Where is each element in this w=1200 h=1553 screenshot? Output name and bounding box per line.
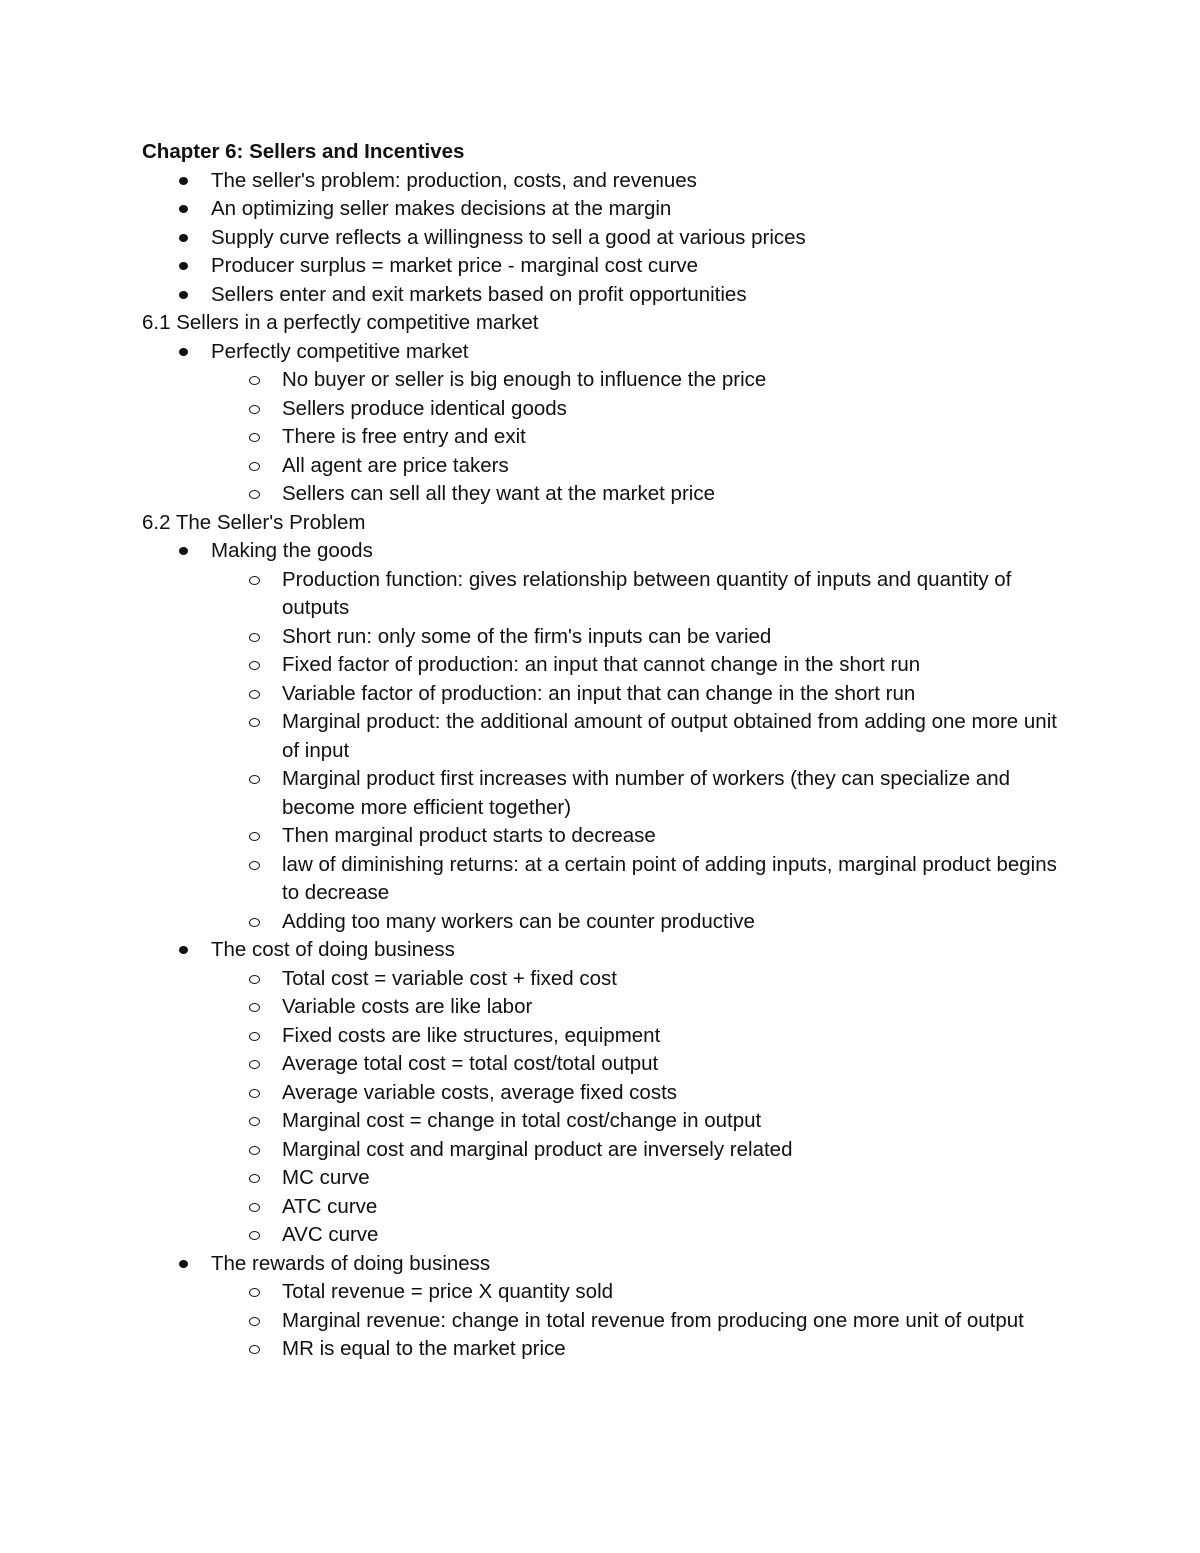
hollow-bullet-icon xyxy=(249,405,260,414)
hollow-bullet-icon xyxy=(249,832,260,841)
sub-bullet-item: ATC curve xyxy=(142,1193,1060,1222)
hollow-bullet-icon xyxy=(249,1203,260,1212)
hollow-bullet-icon xyxy=(249,690,260,699)
sub-bullet-item: Adding too many workers can be counter productive xyxy=(142,908,1060,937)
bullet-item: An optimizing seller makes decisions at the margin xyxy=(142,195,1060,224)
sub-bullet-item: Sellers can sell all they want at the market price xyxy=(142,480,1060,509)
hollow-bullet-icon xyxy=(249,1317,260,1326)
filled-bullet-icon xyxy=(179,1260,188,1268)
hollow-bullet-icon xyxy=(249,462,260,471)
sub-bullet-item: MR is equal to the market price xyxy=(142,1335,1060,1364)
sub-bullet-item: law of diminishing returns: at a certain point of adding inputs, marginal product begins to decrease xyxy=(142,851,1060,908)
sub-bullet-item: There is free entry and exit xyxy=(142,423,1060,452)
sub-bullet-item: Then marginal product starts to decrease xyxy=(142,822,1060,851)
sub-bullet-item: All agent are price takers xyxy=(142,452,1060,481)
sub-bullet-item: Marginal product first increases with number of workers (they can specialize and become more efficient together) xyxy=(142,765,1060,822)
bullet-item: The rewards of doing business xyxy=(142,1250,1060,1279)
sub-bullet-item: No buyer or seller is big enough to influence the price xyxy=(142,366,1060,395)
sub-bullet-item: Variable costs are like labor xyxy=(142,993,1060,1022)
filled-bullet-icon xyxy=(179,946,188,954)
hollow-bullet-icon xyxy=(249,1345,260,1354)
sub-bullet-item: Marginal revenue: change in total revenue from producing one more unit of output xyxy=(142,1307,1060,1336)
sub-bullet-item: AVC curve xyxy=(142,1221,1060,1250)
hollow-bullet-icon xyxy=(249,1174,260,1183)
chapter-title: Chapter 6: Sellers and Incentives xyxy=(142,140,465,163)
bullet-item: Supply curve reflects a willingness to sell a good at various prices xyxy=(142,224,1060,253)
filled-bullet-icon xyxy=(179,348,188,356)
hollow-bullet-icon xyxy=(249,433,260,442)
bullet-item: Producer surplus = market price - marginal cost curve xyxy=(142,252,1060,281)
section-heading: 6.1 Sellers in a perfectly competitive market xyxy=(142,311,539,334)
hollow-bullet-icon xyxy=(249,1003,260,1012)
bullet-item: Sellers enter and exit markets based on profit opportunities xyxy=(142,281,1060,310)
hollow-bullet-icon xyxy=(249,918,260,927)
hollow-bullet-icon xyxy=(249,376,260,385)
hollow-bullet-icon xyxy=(249,1231,260,1240)
hollow-bullet-icon xyxy=(249,490,260,499)
sub-bullet-item: Average total cost = total cost/total output xyxy=(142,1050,1060,1079)
hollow-bullet-icon xyxy=(249,661,260,670)
hollow-bullet-icon xyxy=(249,1032,260,1041)
hollow-bullet-icon xyxy=(249,1060,260,1069)
hollow-bullet-icon xyxy=(249,633,260,642)
sub-bullet-item: Fixed costs are like structures, equipment xyxy=(142,1022,1060,1051)
hollow-bullet-icon xyxy=(249,1288,260,1297)
filled-bullet-icon xyxy=(179,547,188,555)
sub-bullet-item: Variable factor of production: an input that can change in the short run xyxy=(142,680,1060,709)
filled-bullet-icon xyxy=(179,177,188,185)
sub-bullet-item: Sellers produce identical goods xyxy=(142,395,1060,424)
section-heading: 6.2 The Seller's Problem xyxy=(142,510,366,534)
bullet-item: The seller's problem: production, costs, and revenues xyxy=(142,167,1060,196)
sub-bullet-item: Marginal product: the additional amount of output obtained from adding one more unit of input xyxy=(142,708,1060,765)
hollow-bullet-icon xyxy=(249,861,260,870)
sub-bullet-item: Marginal cost = change in total cost/change in output xyxy=(142,1107,1060,1136)
filled-bullet-icon xyxy=(179,234,188,242)
filled-bullet-icon xyxy=(179,291,188,299)
bullet-item: Making the goods xyxy=(142,537,1060,566)
hollow-bullet-icon xyxy=(249,718,260,727)
sub-bullet-item: MC curve xyxy=(142,1164,1060,1193)
hollow-bullet-icon xyxy=(249,576,260,585)
sub-bullet-item: Marginal cost and marginal product are inversely related xyxy=(142,1136,1060,1165)
sub-bullet-item: Fixed factor of production: an input that cannot change in the short run xyxy=(142,651,1060,680)
hollow-bullet-icon xyxy=(249,1117,260,1126)
hollow-bullet-icon xyxy=(249,975,260,984)
sub-bullet-item: Average variable costs, average fixed costs xyxy=(142,1079,1060,1108)
sub-bullet-item: Production function: gives relationship between quantity of inputs and quantity of outputs xyxy=(142,566,1060,623)
sub-bullet-item: Short run: only some of the firm's inputs can be varied xyxy=(142,623,1060,652)
hollow-bullet-icon xyxy=(249,1146,260,1155)
sub-bullet-item: Total revenue = price X quantity sold xyxy=(142,1278,1060,1307)
bullet-item: Perfectly competitive market xyxy=(142,338,1060,367)
bullet-item: The cost of doing business xyxy=(142,936,1060,965)
sub-bullet-item: Total cost = variable cost + fixed cost xyxy=(142,965,1060,994)
filled-bullet-icon xyxy=(179,262,188,270)
hollow-bullet-icon xyxy=(249,1089,260,1098)
filled-bullet-icon xyxy=(179,205,188,213)
notes-outline xyxy=(142,138,1060,1364)
hollow-bullet-icon xyxy=(249,775,260,784)
